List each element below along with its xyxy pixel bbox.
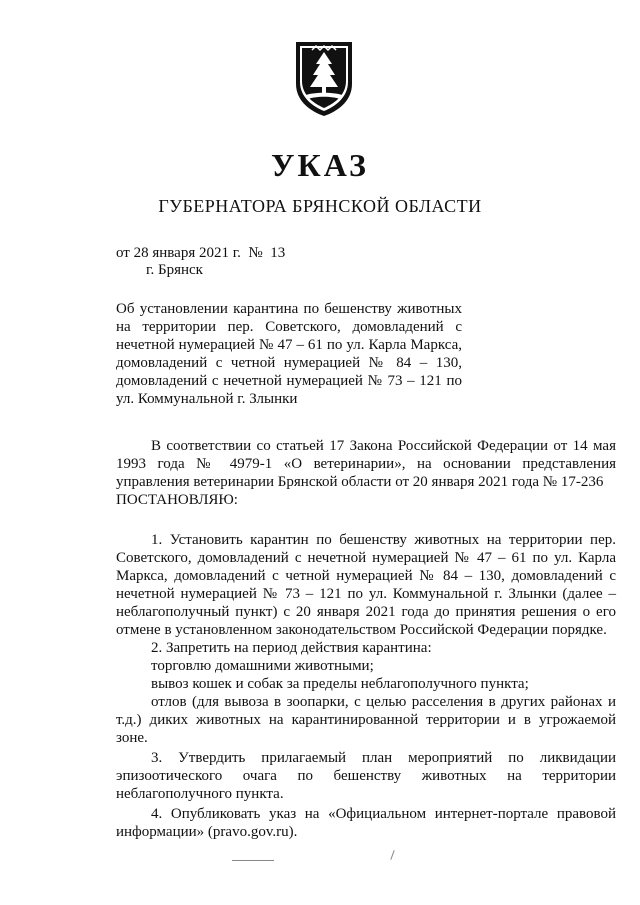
scan-mark bbox=[232, 860, 274, 861]
item-2-b: вывоз кошек и собак за пределы неблагополучного пункта; bbox=[151, 676, 529, 692]
item-2-c: отлов (для вывоза в зоопарки, с целью расселения в других районах и т.д.) диких животных на карантинированной территории и в угрожаемой зоне. bbox=[116, 694, 616, 746]
item-3: 3. Утвердить прилагаемый план мероприятий по ликвидации эпизоотического очага по бешенству животных на территории неблагополучного пункта. bbox=[116, 750, 616, 802]
date-number-line: от 28 января 2021 г. № 13 bbox=[116, 245, 286, 261]
item-1: 1. Установить карантин по бешенству животных на территории пер. Советского, домовладений с нечетной нумерацией № 47 – 61 по ул. Карла Маркса, домовладений с четной нумерацией № 84 – 130, домовладений с нечетной нумерацией № 73 – 121 по ул. Коммунальной г. Злынки (далее – неблагополучный пункт) с 20 января 2021 года до принятия решения о его отмене в установленном законодательством Российской Федерации порядке. bbox=[116, 532, 616, 638]
decree-body bbox=[116, 437, 616, 841]
document-title: УКАЗ bbox=[271, 147, 369, 183]
preamble-paragraph: В соответствии со статьей 17 Закона Российской Федерации от 14 мая 1993 года № 4979-1 «О ветеринарии», на основании представления управления ветеринарии Брянской области от 20 января 2021 года № 17-236 bbox=[116, 438, 616, 490]
document-subtitle: ГУБЕРНАТОРА БРЯНСКОЙ ОБЛАСТИ bbox=[158, 196, 482, 216]
item-2-a: торговлю домашними животными; bbox=[151, 658, 374, 674]
decree-subject: Об установлении карантина по бешенству животных на территории пер. Советского, домовладений с нечетной нумерацией № 47 – 61 по ул. Карла Маркса, домовладений с четной нумерацией № 84 – 130, домовладений с нечетной нумерацией № 73 – 121 по ул. Коммунальной г. Злынки bbox=[116, 301, 462, 407]
city-line: г. Брянск bbox=[146, 262, 203, 278]
coat-of-arms-icon bbox=[292, 38, 356, 118]
scan-mark bbox=[390, 850, 394, 860]
decree-word: ПОСТАНОВЛЯЮ: bbox=[116, 492, 238, 508]
item-4: 4. Опубликовать указ на «Официальном интернет-портале правовой информации» (pravo.gov.ru). bbox=[116, 806, 616, 840]
item-2: 2. Запретить на период действия карантина: bbox=[151, 640, 432, 656]
